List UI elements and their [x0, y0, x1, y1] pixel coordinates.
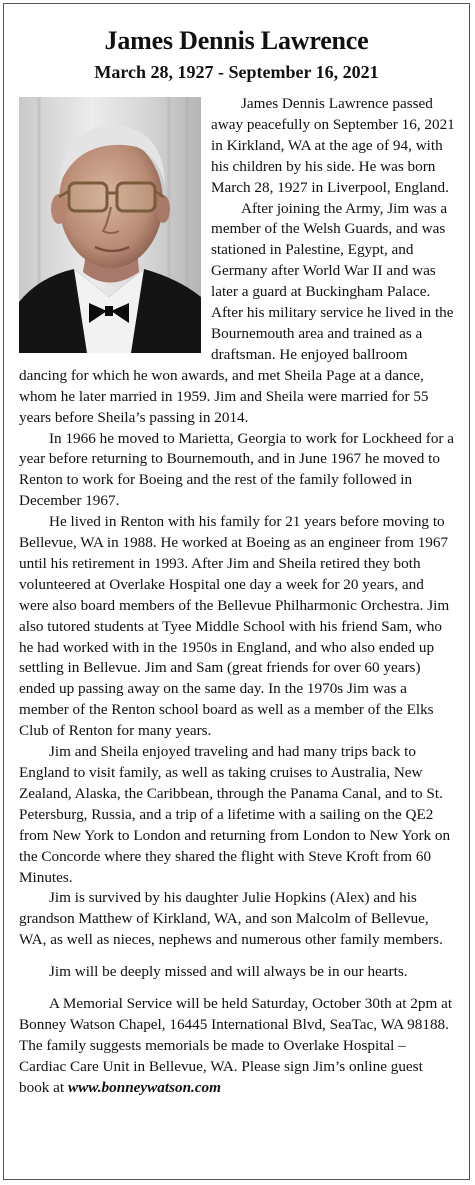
paragraph-1: James Dennis Lawrence passed away peacefully on September 16, 2021 in Kirkland, WA at the age of 94, with his children by his side. He was born March 28, 1927 in Liverpool, England.: [211, 95, 455, 196]
memorial-paragraph: [19, 994, 456, 1099]
paragraph-5: Jim and Sheila enjoyed traveling and had many trips back to England to visit family, as well as taking cruises to Australia, New Zealand, Alaska, the Caribbean, through the Panama Canal, and to St. Petersburg, Russia, and a trip of a lifetime with a sailing on the QE2 from New York to London and returning from London to New York on the Concorde where they shared the flight with Steve Kroft from 60 Minutes.: [19, 743, 451, 886]
portrait-illustration: [19, 97, 201, 353]
guestbook-link[interactable]: www.bonneywatson.com: [67, 1078, 221, 1096]
life-dates: March 28, 1927 - September 16, 2021: [94, 62, 379, 82]
obituary-body: [19, 94, 456, 1099]
paragraph-3: In 1966 he moved to Marietta, Georgia to work for Lockheed for a year before returning to Bournemouth, and in June 1967 he moved to Renton to work for Boeing and the rest of the family followed in December 1967.: [19, 429, 455, 510]
memorial-text: A Memorial Service will be held Saturday, October 30th at 2pm at Bonney Watson Chapel, 16445 International Blvd, SeaTac, WA 98188. The family suggests memorials be made to Overlake Hospital – Cardiac Care Unit in Bellevue, WA. Please sign Jim’s online guest book at: [19, 995, 453, 1096]
closing-sentiment: Jim will be deeply missed and will always be in our hearts.: [49, 963, 408, 981]
portrait-photo: [19, 97, 201, 353]
paragraph-2: After joining the Army, Jim was a member of the Welsh Guards, and was stationed in Palestine, Egypt, and Germany after World War II and was later a guard at Buckingham Palace. After his military service he lived in the Bournemouth area and trained as a draftsman. He enjoyed ballroom dancing for which he won awards, and met Sheila Page at a dance, whom he later married in 1959. Jim and Sheila were married for 55 years before Sheila’s passing in 2014.: [19, 199, 454, 426]
paragraph-4: He lived in Renton with his family for 21 years before moving to Bellevue, WA in 1988. He worked at Boeing as an engineer from 1967 until his retirement in 1993. After Jim and Sheila retired they both volunteered at Overlake Hospital one day a week for 20 years, and were also board members of the Bellevue Philharmonic Orchestra. Jim also tutored students at Tyee Middle School with his friend Sam, who he had worked with in the 1950s in England, and who also ended up settling in Bellevue. Jim and Sam (great friends for over 60 years) ended up passing away on the same day. In the 1970s Jim was a member of the Renton school board as well as a member of the Elks Club of Renton for many years.: [19, 513, 450, 740]
paragraph-6: Jim is survived by his daughter Julie Hopkins (Alex) and his grandson Matthew of Kirkland, WA, and son Malcolm of Bellevue, WA, as well as nieces, nephews and numerous other family members.: [19, 889, 443, 949]
obituary-name: James Dennis Lawrence: [104, 26, 369, 55]
